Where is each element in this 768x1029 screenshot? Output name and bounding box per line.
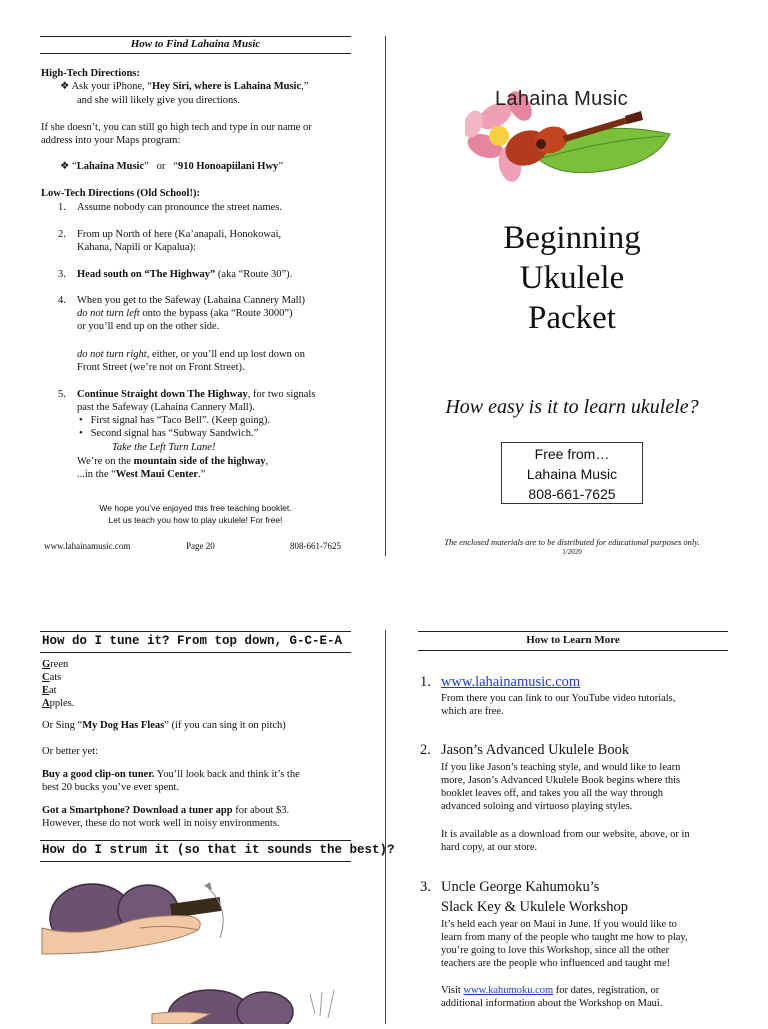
item-3-visit-line: Visit www.kahumoku.com for dates, registration, or (441, 985, 660, 996)
page-title: How to Find Lahaina Music (130, 38, 261, 50)
tuner-line-2: best 20 bucks you’ve ever spent. (42, 782, 180, 793)
top-center-divider (385, 36, 386, 556)
edition-date: 1/2020 (562, 548, 582, 556)
diamond-bullet-icon: ❖ (60, 161, 70, 172)
footer-url[interactable]: www.lahainamusic.com (44, 541, 131, 551)
step-2-text-1: From up North of here (Ka’anapali, Honokowai, (77, 229, 282, 240)
item-2-line-4: advanced soloing and virtuoso playing styles. (441, 801, 633, 812)
step-4-text-1: When you get to the Safeway (Lahaina Cannery Mall) (77, 295, 306, 306)
logo-text: Lahaina Music (495, 88, 628, 110)
item-1-number: 1. (420, 674, 431, 690)
learn-more-title: How to Learn More (526, 634, 620, 646)
contact-box: Free from… Lahaina Music 808-661-7625 (501, 442, 643, 504)
maps-queries: ❖ “Lahaina Music” or “910 Honoapiilani Hwy” (60, 161, 283, 172)
step-2-text-2: Kahana, Napili or Kapalua): (77, 242, 196, 253)
strum-rule-bottom (40, 861, 351, 862)
step-3-number: 3. (58, 269, 66, 280)
siri-line-2: and she will likely give you directions. (77, 95, 241, 106)
kahumoku-link[interactable]: www.kahumoku.com (463, 985, 554, 996)
item-1-line-1: From there you can link to our YouTube video tutorials, (441, 693, 676, 704)
step-4-text-2: do not turn left onto the bypass (aka “Route 3000”) (77, 308, 293, 319)
mountain-side-line: We’re on the mountain side of the highway, (77, 456, 269, 467)
lahainamusic-link[interactable]: www.lahainamusic.com (441, 674, 581, 690)
item-3-line-3: you’re going to love this Workshop, since all the other (441, 945, 670, 956)
bullet-dot-icon: • (79, 415, 83, 426)
step-4-number: 4. (58, 295, 66, 306)
step-5-number: 5. (58, 389, 66, 400)
item-3-line-1: It’s held each year on Maui in June. If you would like to (441, 919, 677, 930)
step-5-text-2: past the Safeway (Lahaina Cannery Mall). (77, 402, 255, 413)
smartphone-line-1: Got a Smartphone? Download a tuner app for about $3. (42, 805, 290, 816)
strum-heading: How do I strum it (so that it sounds the best)? (42, 843, 395, 857)
item-2-line-3: booklet leaves off, and takes you all the way through (441, 788, 663, 799)
step-5-bullet-1: • First signal has “Taco Bell”. (Keep going). (79, 415, 271, 426)
diamond-bullet-icon: ❖ (60, 81, 70, 92)
smartphone-line-2: However, these do not work well in noisy environments. (42, 818, 280, 829)
step-3-text: Head south on “The Highway” (aka “Route 30”). (77, 269, 293, 280)
siri-line: ❖ Ask your iPhone, “Hey Siri, where is Lahaina Music,” (60, 81, 309, 92)
strum-illustration-2 (150, 984, 350, 1024)
item-3-title-1: Uncle George Kahumoku’s (441, 879, 600, 895)
mnemonic-green: Green (42, 659, 69, 670)
item-2-number: 2. (420, 742, 431, 758)
item-3-line-5: additional information about the Workshop on Maui. (441, 998, 663, 1009)
mnemonic-apples: Apples. (42, 698, 75, 709)
step-5-text-1: Continue Straight down The Highway, for two signals (77, 389, 316, 400)
item-3-title-2: Slack Key & Ukulele Workshop (441, 899, 629, 915)
mnemonic-eat: Eat (42, 685, 57, 696)
title-rule-bottom (40, 53, 351, 54)
tune-heading: How do I tune it? From top down, G-C-E-A (42, 634, 343, 648)
hope-message: We hope you’ve enjoyed this free teaching booklet. Let us teach you how to play ukulele! For free! (99, 503, 292, 525)
step-4b-text-2: Front Street (we’re not on Front Street). (77, 362, 245, 373)
step-4-text-3: or you’ll end up on the other side. (77, 321, 220, 332)
learn-rule-bottom (418, 650, 728, 651)
bottom-center-divider (385, 630, 386, 1024)
item-2-line-5: It is available as a download from our website, above, or in (441, 829, 690, 840)
mnemonic-cats: Cats (42, 672, 62, 683)
tuner-line-1: Buy a good clip-on tuner. You’ll look back and think it’s the (42, 769, 300, 780)
item-3-number: 3. (420, 879, 431, 895)
step-2-number: 2. (58, 229, 66, 240)
learn-rule-top (418, 631, 728, 632)
step-1-text: Assume nobody can pronounce the street names. (77, 202, 282, 213)
step-4b-text-1: do not turn right, either, or you’ll end up lost down on (77, 349, 305, 360)
item-2-line-2: more, Jason’s Advanced Ukulele Book begins where this (441, 775, 681, 786)
footer-page-number: Page 20 (186, 541, 215, 551)
tune-rule-bottom (40, 652, 351, 653)
step-1-number: 1. (58, 202, 66, 213)
west-maui-line: ...in the “West Maui Center.” (77, 469, 206, 480)
item-3-line-2: learn from many of the people who taught me how to play, (441, 932, 688, 943)
item-3-line-4: teachers are the people who influenced and taught me! (441, 958, 671, 969)
item-2-line-6: hard copy, at our store. (441, 842, 538, 853)
maps-line-1: If she doesn’t, you can still go high tech and type in our name or (41, 122, 312, 133)
hand-strumming-ukulele-icon (40, 868, 240, 978)
hand-strumming-ukulele-icon (150, 984, 350, 1024)
step-5-bullet-2: • Second signal has “Subway Sandwich.” (79, 428, 259, 439)
sing-line: Or Sing “My Dog Has Fleas” (if you can sing it on pitch) (42, 720, 286, 731)
title-rule-top (40, 36, 351, 37)
item-1-line-2: which are free. (441, 706, 504, 717)
better-line: Or better yet: (42, 746, 98, 757)
maps-line-2: address into your Maps program: (41, 135, 181, 146)
lowtech-heading: Low-Tech Directions (Old School!): (41, 188, 200, 199)
tune-rule-top (40, 631, 351, 632)
disclaimer: The enclosed materials are to be distributed for educational purposes only. (444, 537, 700, 547)
cover-title: Beginning Ukulele Packet (503, 220, 641, 336)
item-2-title: Jason’s Advanced Ukulele Book (441, 742, 630, 758)
hightech-heading: High-Tech Directions: (41, 68, 140, 79)
item-2-line-1: If you like Jason’s teaching style, and would like to learn (441, 762, 681, 773)
footer-phone: 808-661-7625 (290, 541, 341, 551)
lahaina-music-logo (465, 76, 685, 184)
left-turn-note: Take the Left Turn Lane! (112, 442, 216, 453)
cover-subtitle: How easy is it to learn ukulele? (445, 396, 699, 418)
bullet-dot-icon: • (79, 428, 83, 439)
strum-illustration-1 (40, 868, 240, 978)
strum-rule-top (40, 840, 351, 841)
